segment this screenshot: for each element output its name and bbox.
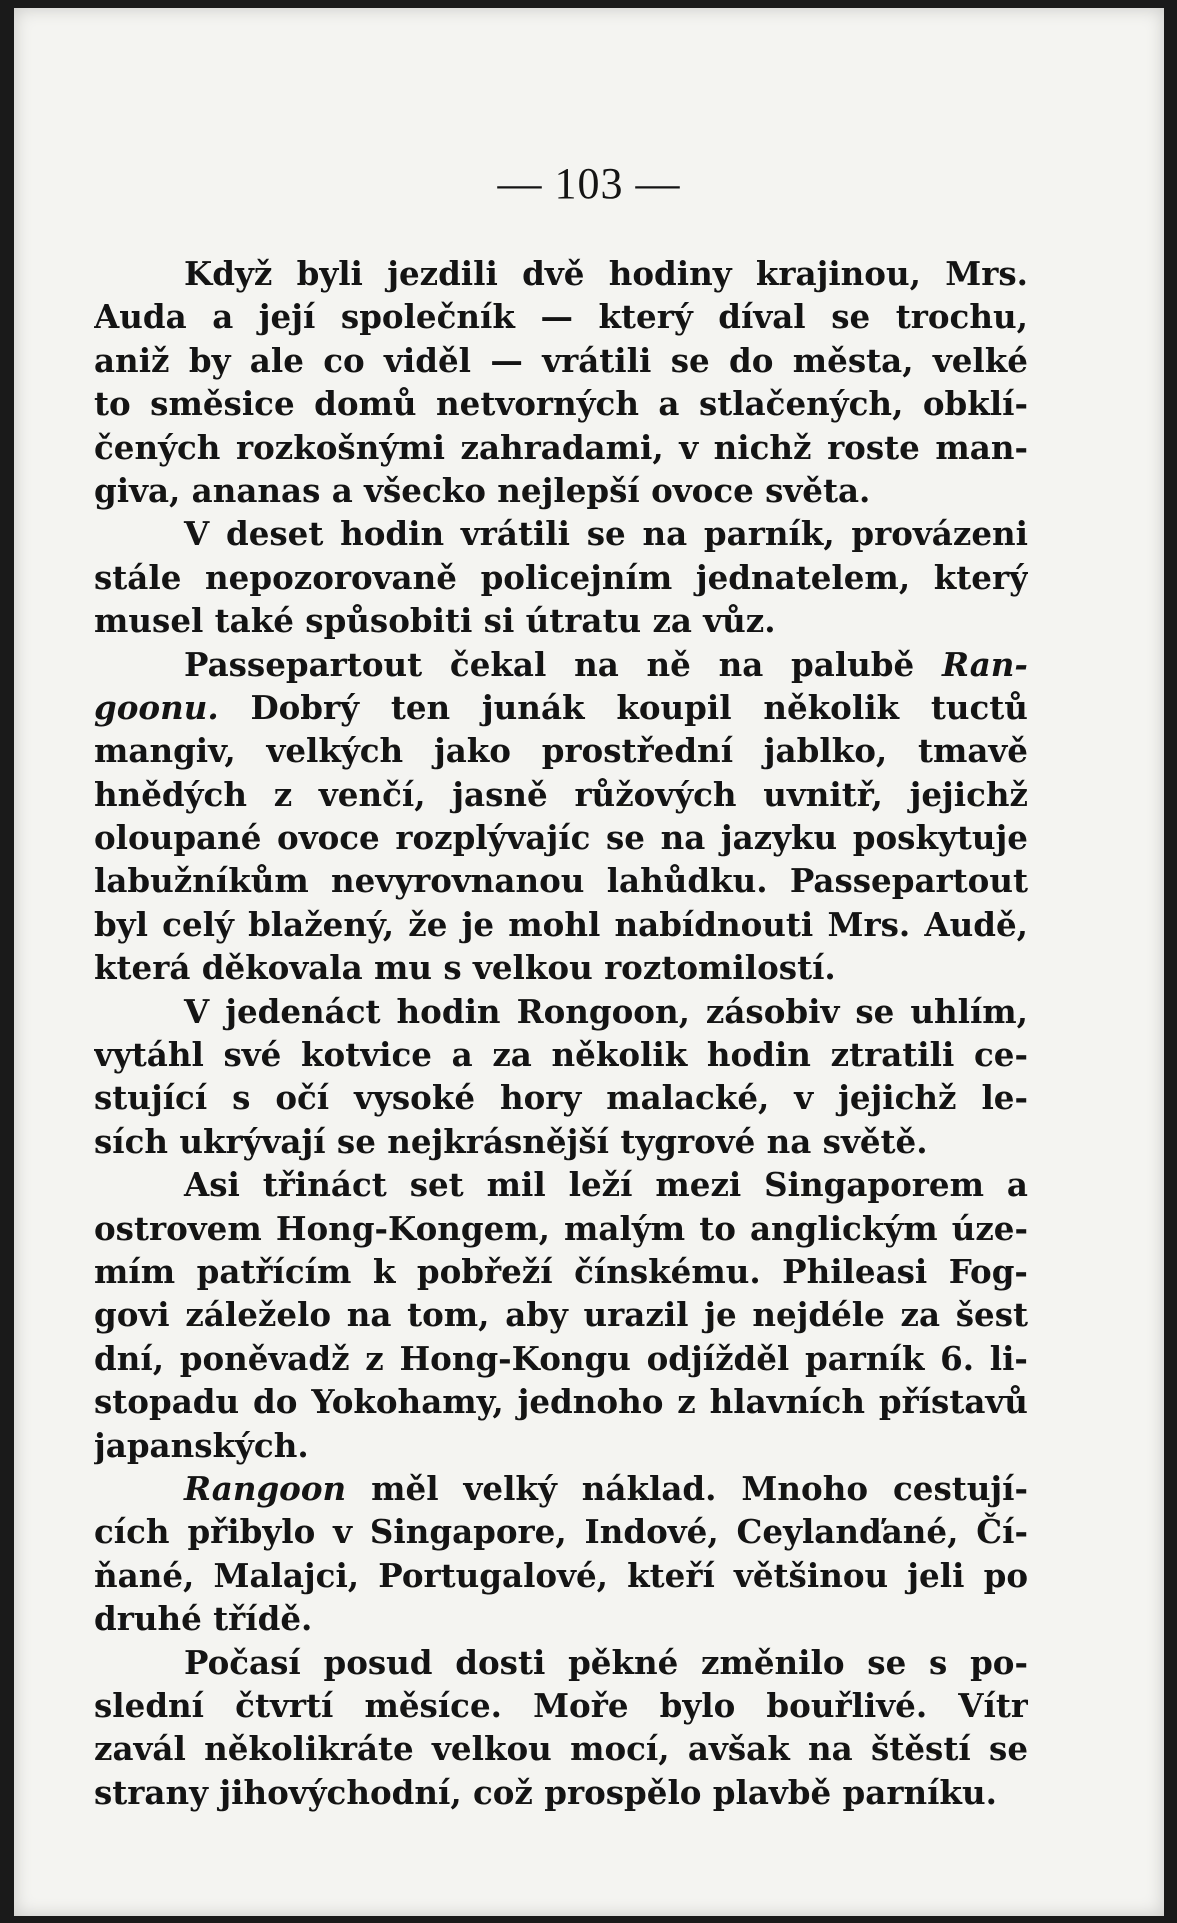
text-line: slední čtvrtí měsíce. Moře bylo bouřlivé. Vítr [94, 1685, 1028, 1725]
text-line: byl celý blažený, že je mohl nabídnouti Mrs. Audě, [94, 904, 1028, 944]
text-line: zavál několikráte velkou mocí, avšak na štěstí se [94, 1729, 1028, 1769]
text-line: Asi třináct set mil leží mezi Singaporem a [184, 1165, 1028, 1205]
text-line: mím patřícím k pobřeží čínskému. Phileasi Fog- [94, 1251, 1028, 1291]
text-line: musel také spůsobiti si útratu za vůz. [94, 601, 776, 641]
text-line: V deset hodin vrátili se na parník, provázeni [184, 514, 1028, 554]
text-line: Když byli jezdili dvě hodiny krajinou, Mrs. [184, 254, 1028, 293]
text-line: čených rozkošnými zahradami, v nichž roste man- [94, 427, 1028, 467]
text-line: Rangoon měl velký náklad. Mnoho cestují- [184, 1468, 1028, 1508]
text-line: druhé třídě. [94, 1599, 313, 1639]
text-line: Počasí posud dosti pěkné změnilo se s po- [184, 1642, 1028, 1682]
text-line: goonu. Dobrý ten junák koupil několik tuctů [94, 687, 1028, 727]
text-line: cích přibylo v Singapore, Indové, Ceylanďané, Čí- [94, 1512, 1028, 1552]
text-line: giva, ananas a všecko nejlepší ovoce světa. [94, 470, 871, 510]
text-line: stopadu do Yokohamy, jednoho z hlavních přístavů [94, 1382, 1028, 1422]
text-line: aniž by ale co viděl — vrátili se do města, velké [94, 340, 1028, 380]
text-line: vytáhl své kotvice a za několik hodin ztratili ce- [94, 1035, 1028, 1075]
text-line: strany jihovýchodní, což prospělo plavbě parníku. [94, 1772, 997, 1812]
text-line: ňané, Malajci, Portugalové, kteří většinou jeli po [94, 1555, 1028, 1595]
text-line: hnědých z venčí, jasně růžových uvnitř, jejichž [94, 774, 1028, 814]
body-text [94, 252, 1028, 1814]
text-line: Passepartout čekal na ně na palubě Ran- [184, 644, 1028, 684]
text-line: labužníkům nevyrovnanou lahůdku. Passepartout [94, 861, 1028, 901]
text-line: govi záleželo na tom, aby urazil je nejdéle za šest [94, 1295, 1028, 1335]
text-line: sích ukrývají se nejkrásnější tygrové na světě. [94, 1121, 928, 1161]
text-line: která děkovala mu s velkou roztomilostí. [94, 948, 836, 988]
book-page [14, 8, 1164, 1916]
text-line: dní, poněvadž z Hong-Kongu odjížděl parník 6. li- [94, 1338, 1028, 1378]
text-line: mangiv, velkých jako prostřední jablko, tmavě [94, 731, 1028, 771]
text-line: stující s očí vysoké hory malacké, v jejichž le- [94, 1078, 1028, 1118]
text-line: oloupané ovoce rozplývajíc se na jazyku poskytuje [94, 818, 1028, 858]
page-number: — 103 — [497, 159, 681, 208]
text-line: japanských. [94, 1425, 309, 1465]
text-line: to směsice domů netvorných a stlačených, obklí- [94, 384, 1028, 424]
text-line: V jedenáct hodin Rongoon, zásobiv se uhlím, [184, 991, 1028, 1031]
text-line: Auda a její společník — který díval se trochu, [94, 297, 1028, 337]
text-line: stále nepozorovaně policejním jednatelem, který [94, 557, 1028, 597]
text-line: ostrovem Hong-Kongem, malým to anglickým úze- [94, 1208, 1028, 1248]
